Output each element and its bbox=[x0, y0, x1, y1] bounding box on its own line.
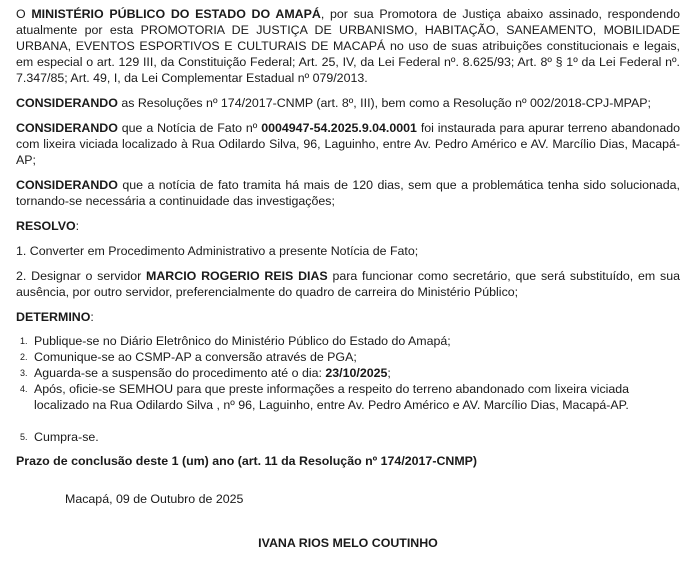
considerando-text: foi instaurada para apurar terreno abandonado com lixeira viciada localizado à Rua Odilardo Silva, 96, Laguinho, entre Av. Pedro Américo e AV. Marcílio Dias, Macapá-AP; bbox=[16, 121, 680, 167]
noticia-number: 0004947-54.2025.9.04.0001 bbox=[261, 121, 417, 135]
document-page bbox=[16, 6, 680, 551]
considerando-1 bbox=[16, 95, 680, 111]
resolvo-item-2 bbox=[16, 268, 680, 300]
list-item bbox=[16, 333, 680, 349]
servidor-name: MARCIO ROGERIO REIS DIAS bbox=[146, 269, 328, 283]
list-item bbox=[16, 365, 680, 381]
organization-name: MINISTÉRIO PÚBLICO DO ESTADO DO AMAPÁ bbox=[31, 7, 321, 21]
resolvo-label: RESOLVO bbox=[16, 219, 76, 233]
place-date: Macapá, 09 de Outubro de 2025 bbox=[65, 492, 244, 506]
determino-list-continued bbox=[16, 429, 680, 445]
considerando-label: CONSIDERANDO bbox=[16, 121, 118, 135]
list-number: 5. bbox=[20, 432, 28, 442]
list-number: 4. bbox=[20, 384, 28, 394]
considerando-text: que a notícia de fato tramita há mais de 120 dias, sem que a problemática tenha sido solucionada, tornando-se necessária a continuidade das investigações; bbox=[16, 178, 680, 208]
item-text: para funcionar como secretário, que será substituído, em sua ausência, por outro servidor, preferencialmente do quadro de carreira do Ministério Público; bbox=[16, 269, 681, 299]
determino-list bbox=[16, 333, 680, 413]
considerando-label: CONSIDERANDO bbox=[16, 96, 118, 110]
list-number: 1. bbox=[20, 336, 28, 346]
resolvo-heading bbox=[16, 218, 680, 234]
list-item bbox=[16, 429, 680, 445]
list-number: 2. bbox=[20, 352, 28, 362]
resolvo-item-1: 1. Converter em Procedimento Administrativo a presente Notícia de Fato; bbox=[16, 244, 419, 258]
list-item bbox=[16, 381, 680, 413]
considerando-3 bbox=[16, 177, 680, 209]
considerando-text: as Resoluções nº 174/2017-CNMP (art. 8º, III), bem como a Resolução nº 002/2018-CPJ-MPAP; bbox=[117, 96, 651, 110]
list-text-end: ; bbox=[387, 366, 391, 380]
item-prefix: 2. Designar o servidor bbox=[16, 269, 147, 283]
resolvo-colon: : bbox=[75, 219, 80, 233]
list-item bbox=[16, 349, 680, 365]
considerando-text: que a Notícia de Fato nº bbox=[117, 121, 262, 135]
intro-text: , por sua Promotora de Justiça abaixo assinado, respondendo atualmente por esta PROMOTORIA DE JUSTIÇA DE URBANISMO, HABITAÇÃO, SANEAMENTO, MOBILIDADE URBANA, EVENTOS ESPORTIVOS E CULTURAIS DE MACAPÁ no uso de suas atribuições constitucionais e legais, em especial o art. 129 III, da Constituição Federal; Art. 25, IV, da Lei Federal nº. 8.625/93; Art. 8º § 1º da Lei Federal nº. 7.347/85; Art. 49, I, da Lei Complementar Estadual nº 079/2013. bbox=[16, 7, 680, 85]
considerando-label: CONSIDERANDO bbox=[16, 178, 118, 192]
list-text: Publique-se no Diário Eletrônico do Ministério Público do Estado do Amapá; bbox=[34, 334, 451, 348]
intro-prefix: O bbox=[16, 7, 32, 21]
intro-paragraph bbox=[16, 6, 680, 86]
prazo-line bbox=[16, 453, 680, 469]
signatory-name: IVANA RIOS MELO COUTINHO bbox=[258, 536, 438, 550]
list-text: Comunique-se ao CSMP-AP a conversão através de PGA; bbox=[34, 350, 357, 364]
prazo-text: Prazo de conclusão deste 1 (um) ano (art. 11 da Resolução nº 174/2017-CNMP) bbox=[16, 454, 478, 468]
deadline-date: 23/10/2025 bbox=[325, 366, 388, 380]
list-text: Cumpra-se. bbox=[34, 430, 99, 444]
determino-label: DETERMINO bbox=[16, 310, 91, 324]
determino-heading bbox=[16, 309, 680, 325]
list-text: Após, oficie-se SEMHOU para que preste informações a respeito do terreno abandonado com lixeira viciada localizado na Rua Odilardo Silva , nº 96, Laguinho, entre Av. Pedro Américo e AV. Marcílio Dias, Macapá-AP. bbox=[34, 382, 630, 412]
determino-colon: : bbox=[90, 310, 94, 324]
list-number: 3. bbox=[20, 368, 28, 378]
list-text: Aguarda-se a suspensão do procedimento até o dia: bbox=[34, 366, 326, 380]
considerando-2 bbox=[16, 120, 680, 168]
